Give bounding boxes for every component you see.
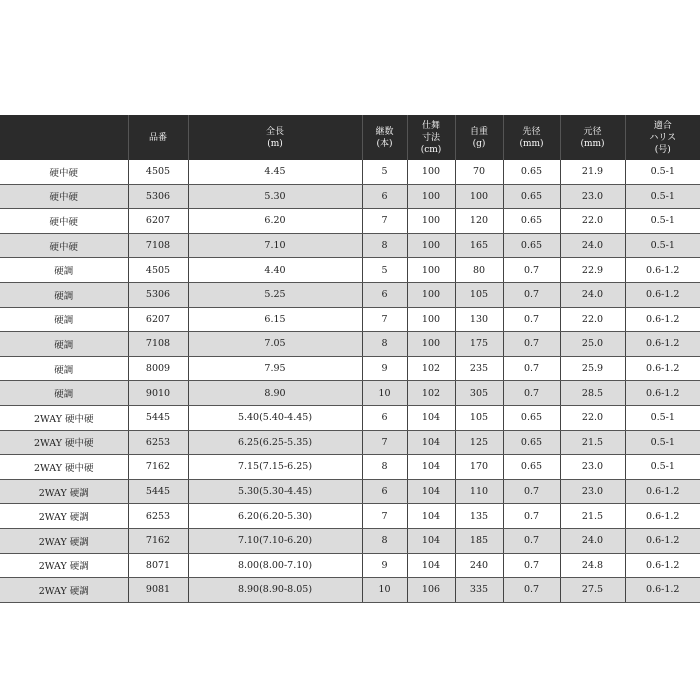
cell-closed-length: 104 (407, 405, 455, 430)
cell-weight: 130 (455, 307, 503, 332)
cell-model-type: 硬中硬 (0, 209, 128, 234)
header-total-length: 全長 (m) (188, 115, 362, 160)
cell-product-number: 7108 (128, 233, 188, 258)
cell-total-length: 6.15 (188, 307, 362, 332)
cell-total-length: 4.40 (188, 258, 362, 283)
cell-closed-length: 100 (407, 209, 455, 234)
cell-sections: 5 (362, 160, 407, 184)
table-row (0, 209, 700, 234)
cell-weight: 305 (455, 381, 503, 406)
cell-butt-diameter: 21.9 (560, 160, 625, 184)
cell-total-length: 5.30 (188, 184, 362, 209)
cell-sections: 7 (362, 430, 407, 455)
cell-product-number: 6207 (128, 209, 188, 234)
cell-tip-diameter: 0.7 (503, 282, 560, 307)
cell-closed-length: 104 (407, 430, 455, 455)
table-row (0, 381, 700, 406)
cell-sections: 9 (362, 356, 407, 381)
header-line-size: 適合 ハリス (号) (625, 115, 700, 160)
header-product-number: 品番 (128, 115, 188, 160)
cell-product-number: 5445 (128, 479, 188, 504)
cell-product-number: 5445 (128, 405, 188, 430)
cell-sections: 6 (362, 479, 407, 504)
cell-butt-diameter: 28.5 (560, 381, 625, 406)
cell-tip-diameter: 0.7 (503, 258, 560, 283)
cell-butt-diameter: 23.0 (560, 455, 625, 480)
cell-total-length: 6.25(6.25-5.35) (188, 430, 362, 455)
cell-weight: 185 (455, 528, 503, 553)
cell-tip-diameter: 0.7 (503, 479, 560, 504)
cell-butt-diameter: 24.0 (560, 282, 625, 307)
cell-tip-diameter: 0.65 (503, 209, 560, 234)
cell-model-type: 2WAY 硬調 (0, 479, 128, 504)
cell-tip-diameter: 0.7 (503, 332, 560, 357)
cell-sections: 6 (362, 405, 407, 430)
cell-line-size: 0.5-1 (625, 209, 700, 234)
table-row (0, 356, 700, 381)
cell-weight: 135 (455, 504, 503, 529)
cell-product-number: 7162 (128, 455, 188, 480)
cell-butt-diameter: 25.0 (560, 332, 625, 357)
cell-sections: 10 (362, 381, 407, 406)
cell-line-size: 0.6-1.2 (625, 504, 700, 529)
cell-model-type: 硬調 (0, 282, 128, 307)
cell-weight: 120 (455, 209, 503, 234)
cell-total-length: 8.90(8.90-8.05) (188, 578, 362, 603)
cell-line-size: 0.6-1.2 (625, 307, 700, 332)
cell-total-length: 8.00(8.00-7.10) (188, 553, 362, 578)
table-row (0, 430, 700, 455)
cell-closed-length: 104 (407, 528, 455, 553)
cell-sections: 7 (362, 307, 407, 332)
cell-weight: 105 (455, 405, 503, 430)
table-row (0, 282, 700, 307)
table-row (0, 332, 700, 357)
cell-closed-length: 100 (407, 184, 455, 209)
header-weight: 自重 (g) (455, 115, 503, 160)
table-row (0, 258, 700, 283)
cell-butt-diameter: 21.5 (560, 504, 625, 529)
cell-weight: 105 (455, 282, 503, 307)
cell-closed-length: 100 (407, 233, 455, 258)
cell-tip-diameter: 0.65 (503, 430, 560, 455)
cell-product-number: 6253 (128, 504, 188, 529)
cell-butt-diameter: 24.0 (560, 233, 625, 258)
cell-weight: 80 (455, 258, 503, 283)
cell-butt-diameter: 22.0 (560, 405, 625, 430)
cell-butt-diameter: 23.0 (560, 184, 625, 209)
table-row (0, 184, 700, 209)
cell-model-type: 硬中硬 (0, 160, 128, 184)
cell-closed-length: 104 (407, 455, 455, 480)
header-butt-diameter: 元径 (mm) (560, 115, 625, 160)
cell-model-type: 硬調 (0, 332, 128, 357)
cell-model-type: 2WAY 硬調 (0, 578, 128, 603)
cell-line-size: 0.5-1 (625, 430, 700, 455)
cell-weight: 70 (455, 160, 503, 184)
cell-model-type: 硬中硬 (0, 184, 128, 209)
cell-butt-diameter: 22.0 (560, 307, 625, 332)
cell-line-size: 0.6-1.2 (625, 282, 700, 307)
cell-product-number: 6207 (128, 307, 188, 332)
cell-total-length: 7.15(7.15-6.25) (188, 455, 362, 480)
cell-butt-diameter: 24.8 (560, 553, 625, 578)
cell-sections: 8 (362, 455, 407, 480)
cell-line-size: 0.5-1 (625, 233, 700, 258)
cell-model-type: 2WAY 硬調 (0, 553, 128, 578)
cell-total-length: 5.30(5.30-4.45) (188, 479, 362, 504)
cell-line-size: 0.5-1 (625, 455, 700, 480)
header-tip-diameter: 先径 (mm) (503, 115, 560, 160)
cell-sections: 7 (362, 504, 407, 529)
cell-product-number: 7108 (128, 332, 188, 357)
cell-total-length: 5.40(5.40-4.45) (188, 405, 362, 430)
cell-total-length: 5.25 (188, 282, 362, 307)
table-row (0, 160, 700, 184)
cell-line-size: 0.5-1 (625, 184, 700, 209)
cell-line-size: 0.6-1.2 (625, 479, 700, 504)
table-row (0, 504, 700, 529)
cell-weight: 175 (455, 332, 503, 357)
cell-line-size: 0.6-1.2 (625, 332, 700, 357)
cell-model-type: 2WAY 硬調 (0, 528, 128, 553)
cell-total-length: 8.90 (188, 381, 362, 406)
table-body (0, 160, 700, 602)
cell-model-type: 2WAY 硬中硬 (0, 405, 128, 430)
cell-product-number: 5306 (128, 184, 188, 209)
cell-total-length: 7.05 (188, 332, 362, 357)
table-row (0, 455, 700, 480)
cell-closed-length: 102 (407, 381, 455, 406)
cell-sections: 8 (362, 332, 407, 357)
table-row (0, 578, 700, 603)
cell-closed-length: 100 (407, 160, 455, 184)
header-closed-length: 仕舞 寸法 (cm) (407, 115, 455, 160)
cell-sections: 6 (362, 282, 407, 307)
cell-product-number: 9010 (128, 381, 188, 406)
cell-closed-length: 100 (407, 282, 455, 307)
cell-model-type: 2WAY 硬調 (0, 504, 128, 529)
cell-model-type: 2WAY 硬中硬 (0, 455, 128, 480)
cell-sections: 7 (362, 209, 407, 234)
cell-model-type: 硬調 (0, 307, 128, 332)
cell-tip-diameter: 0.65 (503, 160, 560, 184)
cell-product-number: 6253 (128, 430, 188, 455)
cell-line-size: 0.6-1.2 (625, 553, 700, 578)
cell-product-number: 9081 (128, 578, 188, 603)
cell-line-size: 0.6-1.2 (625, 356, 700, 381)
cell-butt-diameter: 21.5 (560, 430, 625, 455)
cell-sections: 8 (362, 528, 407, 553)
header-row (0, 115, 700, 160)
cell-closed-length: 100 (407, 258, 455, 283)
cell-total-length: 7.95 (188, 356, 362, 381)
cell-sections: 8 (362, 233, 407, 258)
cell-product-number: 8009 (128, 356, 188, 381)
cell-closed-length: 104 (407, 553, 455, 578)
cell-line-size: 0.6-1.2 (625, 258, 700, 283)
cell-model-type: 硬調 (0, 356, 128, 381)
table-row (0, 479, 700, 504)
cell-closed-length: 104 (407, 479, 455, 504)
cell-tip-diameter: 0.7 (503, 356, 560, 381)
cell-weight: 235 (455, 356, 503, 381)
cell-line-size: 0.6-1.2 (625, 578, 700, 603)
cell-total-length: 7.10(7.10-6.20) (188, 528, 362, 553)
cell-butt-diameter: 23.0 (560, 479, 625, 504)
cell-weight: 335 (455, 578, 503, 603)
cell-tip-diameter: 0.65 (503, 184, 560, 209)
cell-weight: 125 (455, 430, 503, 455)
cell-total-length: 4.45 (188, 160, 362, 184)
cell-tip-diameter: 0.65 (503, 405, 560, 430)
cell-tip-diameter: 0.65 (503, 233, 560, 258)
cell-line-size: 0.5-1 (625, 405, 700, 430)
table-row (0, 233, 700, 258)
cell-butt-diameter: 22.9 (560, 258, 625, 283)
cell-closed-length: 100 (407, 332, 455, 357)
cell-product-number: 5306 (128, 282, 188, 307)
cell-total-length: 7.10 (188, 233, 362, 258)
cell-butt-diameter: 25.9 (560, 356, 625, 381)
table-row (0, 553, 700, 578)
cell-tip-diameter: 0.7 (503, 528, 560, 553)
cell-model-type: 2WAY 硬中硬 (0, 430, 128, 455)
cell-total-length: 6.20 (188, 209, 362, 234)
cell-weight: 170 (455, 455, 503, 480)
table-row (0, 405, 700, 430)
cell-weight: 100 (455, 184, 503, 209)
cell-closed-length: 102 (407, 356, 455, 381)
cell-butt-diameter: 22.0 (560, 209, 625, 234)
cell-butt-diameter: 24.0 (560, 528, 625, 553)
cell-total-length: 6.20(6.20-5.30) (188, 504, 362, 529)
cell-tip-diameter: 0.7 (503, 553, 560, 578)
header-sections: 継数 (本) (362, 115, 407, 160)
cell-tip-diameter: 0.7 (503, 578, 560, 603)
cell-sections: 6 (362, 184, 407, 209)
cell-closed-length: 100 (407, 307, 455, 332)
header-model-type (0, 115, 128, 160)
cell-product-number: 8071 (128, 553, 188, 578)
cell-weight: 165 (455, 233, 503, 258)
cell-line-size: 0.5-1 (625, 160, 700, 184)
table-row (0, 528, 700, 553)
cell-tip-diameter: 0.65 (503, 455, 560, 480)
cell-butt-diameter: 27.5 (560, 578, 625, 603)
cell-model-type: 硬調 (0, 258, 128, 283)
cell-tip-diameter: 0.7 (503, 307, 560, 332)
cell-tip-diameter: 0.7 (503, 381, 560, 406)
table-row (0, 307, 700, 332)
cell-sections: 5 (362, 258, 407, 283)
cell-closed-length: 106 (407, 578, 455, 603)
cell-product-number: 4505 (128, 258, 188, 283)
spec-table (0, 115, 700, 603)
cell-product-number: 7162 (128, 528, 188, 553)
cell-model-type: 硬調 (0, 381, 128, 406)
cell-line-size: 0.6-1.2 (625, 528, 700, 553)
cell-weight: 110 (455, 479, 503, 504)
cell-closed-length: 104 (407, 504, 455, 529)
cell-tip-diameter: 0.7 (503, 504, 560, 529)
cell-weight: 240 (455, 553, 503, 578)
cell-product-number: 4505 (128, 160, 188, 184)
cell-sections: 9 (362, 553, 407, 578)
cell-sections: 10 (362, 578, 407, 603)
cell-line-size: 0.6-1.2 (625, 381, 700, 406)
cell-model-type: 硬中硬 (0, 233, 128, 258)
